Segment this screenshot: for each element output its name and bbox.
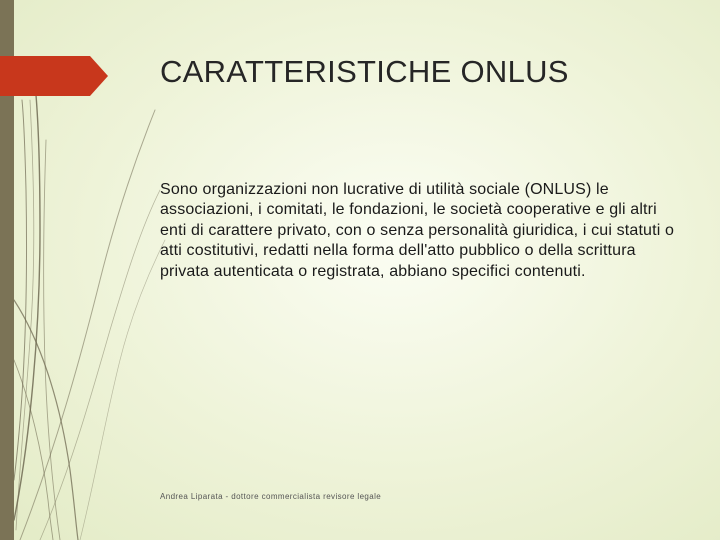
slide-body-text: Sono organizzazioni non lucrative di utilità sociale (ONLUS) le associazioni, i comitati, le fondazioni, le società cooperative e gli altri enti di carattere privato, con o senza personalità giuridica, i cui statuti o atti costitutivi, redatti nella forma dell'atto pubblico o della scrittura privata autenticata o registrata, abbiano specifici contenuti. <box>160 181 675 280</box>
slide-footer: Andrea Liparata - dottore commercialista revisore legale <box>160 492 382 501</box>
slide-title: CARATTERISTICHE ONLUS <box>160 54 569 89</box>
title-arrow-accent <box>0 56 108 96</box>
